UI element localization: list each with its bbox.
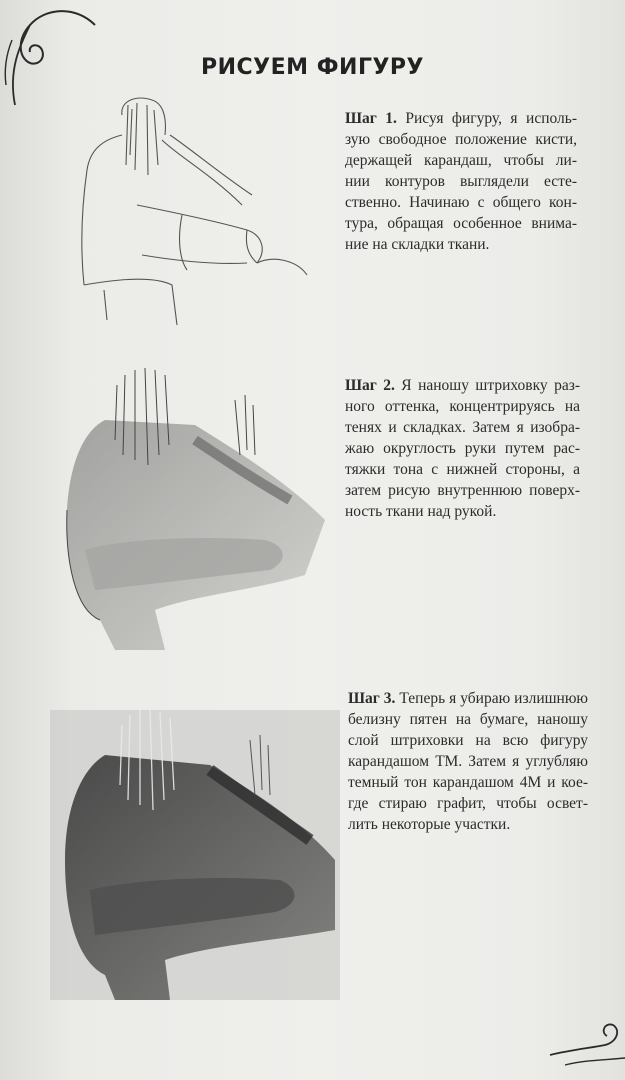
- page-title: РИСУЕМ ФИГУРУ: [200, 55, 425, 80]
- figure-shaded-sketch-icon: [55, 360, 335, 660]
- corner-ornament-bottom-right: [545, 1010, 625, 1080]
- step-1-text: [345, 108, 577, 255]
- step-2-text: [345, 375, 580, 522]
- step-1-body: Рисуя фигуру, я исполь-зую свободное положение кисти, держащей карандаш, чтобы ли-нии контуров выглядели есте-ственно. Начинаю с общего кон-тура, обращая особенное внима-ние на складки ткани.: [345, 110, 578, 253]
- step-3-label: Шаг 3.: [348, 690, 396, 707]
- step-2-body: Я наношу штриховку раз-ного оттенка, концентрируясь на тенях и складках. Затем я изобра-жаю округлость руки путем рас-тяжки тона с нижней стороны, а затем рисую внутреннюю поверх-ность ткани над рукой.: [345, 377, 581, 520]
- step-2-label: Шаг 2.: [345, 377, 395, 394]
- step-3-body: Теперь я убираю излишнюю белизну пятен на бумаге, наношу слой штриховки на всю фигуру карандашом ТМ. Затем я углубляю темный тон карандашом 4М и кое-где стираю графит, чтобы освет-лить некоторые участки.: [348, 690, 588, 833]
- step-3-text: [348, 688, 588, 835]
- figure-dark-shaded-sketch-icon: [50, 700, 340, 1000]
- step-1-label: Шаг 1.: [345, 110, 397, 127]
- figure-outline-sketch-icon: [62, 95, 312, 330]
